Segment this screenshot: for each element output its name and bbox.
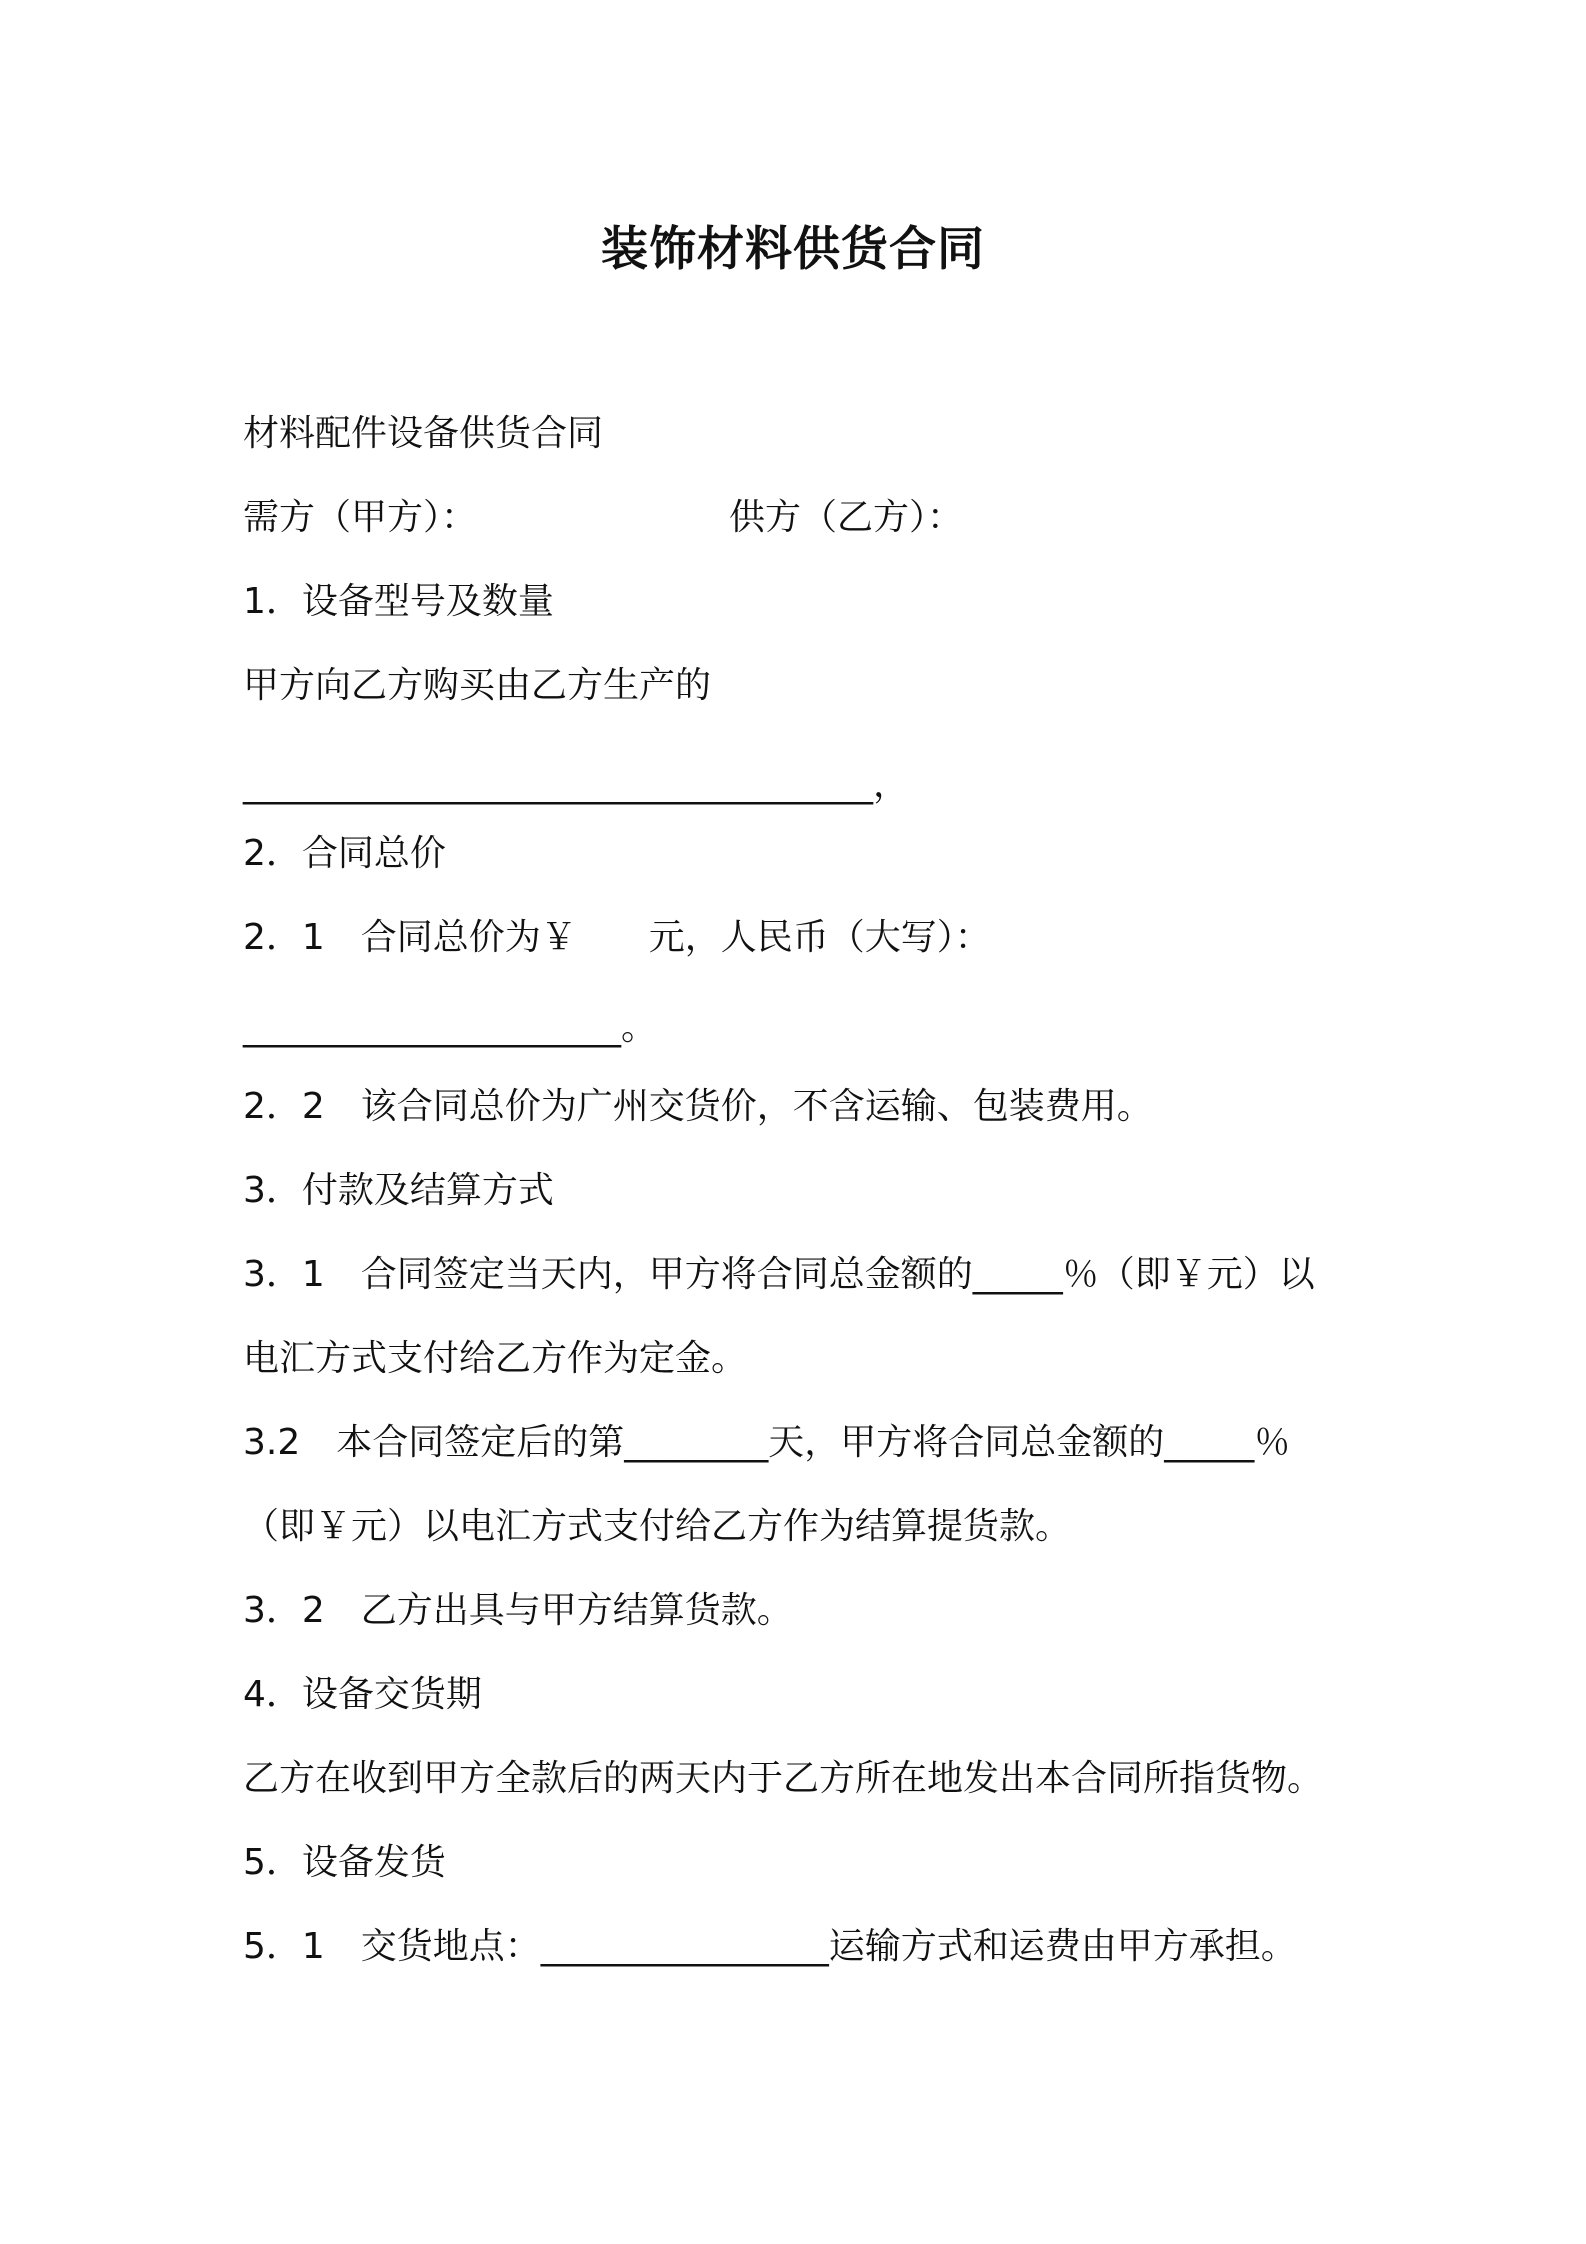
section-5-heading-text: 5．设备发货: [243, 1842, 446, 1883]
clause-3-2-second: [243, 1589, 793, 1633]
section-1-heading-text: 1．设备型号及数量: [243, 581, 554, 622]
clause-2-1-text: 2．1 合同总价为￥ 元，人民币（大写）：: [243, 917, 991, 958]
clause-2-2-text: 2．2 该合同总价为广州交货价，不含运输、包装费用。: [243, 1086, 1153, 1127]
section-5-heading: [243, 1841, 446, 1885]
subtitle-line: [243, 412, 603, 456]
party-a-label: 需方（甲方）：: [243, 497, 478, 538]
subtitle-text: 材料配件设备供货合同: [243, 413, 604, 454]
clause-2-2: [243, 1085, 1153, 1129]
blank-underline: ___________________________________，: [243, 764, 909, 805]
clause-3-1: [243, 1253, 1315, 1297]
section-3-heading: [243, 1169, 554, 1213]
section-2-heading: [243, 832, 446, 876]
section-4-heading: [243, 1673, 482, 1717]
party-b-label: 供方（乙方）：: [729, 497, 964, 538]
clause-2-1: [243, 916, 991, 960]
clause-3-2-continued: [243, 1505, 1071, 1549]
clause-3-2-second-text: 3．2 乙方出具与甲方结算货款。: [243, 1590, 793, 1631]
parties-line: [243, 496, 964, 540]
section-3-heading-text: 3．付款及结算方式: [243, 1170, 554, 1211]
clause-3-2: [243, 1421, 1290, 1465]
section-4-paragraph: [243, 1757, 1323, 1801]
section-4-heading-text: 4．设备交货期: [243, 1674, 482, 1715]
section-4-paragraph-text: 乙方在收到甲方全款后的两天内于乙方所在地发出本合同所指货物。: [243, 1758, 1324, 1799]
document-title: 装饰材料供货合同: [601, 222, 985, 277]
blank-line: [243, 1006, 657, 1050]
clause-5-1-text: 5．1 交货地点：________________运输方式和运费由甲方承担。: [243, 1926, 1297, 1967]
clause-3-1-text: 3．1 合同签定当天内，甲方将合同总金额的_____％（即￥元）以: [243, 1254, 1315, 1295]
section-2-heading-text: 2．合同总价: [243, 833, 446, 874]
paragraph-text: 甲方向乙方购买由乙方生产的: [243, 665, 712, 706]
clause-5-1: [243, 1925, 1297, 1969]
blank-line: [243, 763, 909, 807]
blank-underline: _____________________。: [243, 1007, 657, 1048]
paragraph-line: [243, 664, 711, 708]
clause-3-2-continued-text: （即￥元）以电汇方式支付给乙方作为结算提货款。: [243, 1506, 1072, 1547]
clause-3-1-continued: [243, 1337, 747, 1381]
section-1-heading: [243, 580, 554, 624]
clause-3-1-continued-text: 电汇方式支付给乙方作为定金。: [243, 1338, 748, 1379]
clause-3-2-text: 3.2 本合同签定后的第________天，甲方将合同总金额的_____％: [243, 1422, 1291, 1463]
